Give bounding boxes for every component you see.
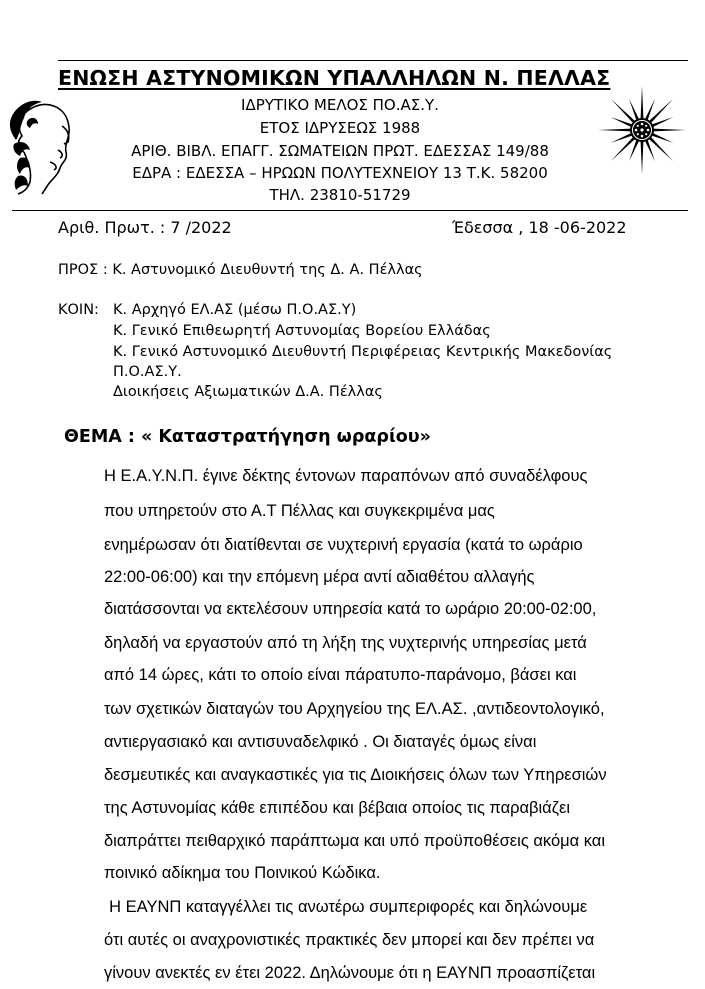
body-line: αντιεργασιακό και αντισυναδελφικό . Οι διαταγές όμως είναι xyxy=(104,733,537,751)
body-line: δηλαδή να εργαστούν από τη λήξη της νυχτερινής υπηρεσίας μετά xyxy=(104,634,587,652)
header-line-founding-member: ΙΔΡΥΤΙΚΟ ΜΕΛΟΣ ΠΟ.ΑΣ.Υ. xyxy=(241,96,439,114)
header-bottom-rule xyxy=(12,210,688,211)
sun-ray xyxy=(649,99,673,123)
body-line: 22:00-06:00) και την επόμενη μέρα αντί αδιαθέτου αλλαγής xyxy=(104,568,535,586)
body-line: των σχετικών διαταγών του Αρχηγείου της ΕΛ.ΑΣ. ,αντιδεοντολογικό, xyxy=(104,700,605,718)
sun-ray xyxy=(641,141,644,174)
header-line-phone: ΤΗΛ. 23810-51729 xyxy=(269,186,411,204)
sun-ray xyxy=(641,86,644,119)
cc-recipient: Κ. Γενικό Επιθεωρητή Αστυνομίας Βορείου Ελλάδας xyxy=(113,323,491,339)
body-line: Η Ε.Α.Υ.Ν.Π. έγινε δέκτης έντονων παραπόνων από συναδέλφους xyxy=(104,467,588,485)
sun-ray xyxy=(598,129,631,132)
subject-heading: ΘΕΜΑ : « Καταστρατήγηση ωραρίου» xyxy=(64,427,431,447)
body-line: Η ΕΑΥΝΠ καταγγέλλει τις ανωτέρω συμπεριφορές και δηλώνουμε xyxy=(100,898,588,916)
body-line: ότι αυτές οι αναχρονιστικές πρακτικές δεν μπορεί και δεν πρέπει να xyxy=(104,931,595,949)
body-line: που υπηρετούν στο Α.Τ Πέλλας και συγκεκριμένα μας xyxy=(104,502,495,520)
header-line-registry: ΑΡΙΘ. ΒΙΒΛ. ΕΠΑΓΓ. ΣΩΜΑΤΕΙΩΝ ΠΡΩΤ. ΕΔΕΣΣΑΣ 149/88 xyxy=(131,142,549,160)
sun-ray xyxy=(649,137,673,161)
cc-recipient: Κ. Γενικό Αστυνομικό Διευθυντή Περιφέρειας Κεντρικής Μακεδονίας xyxy=(113,344,613,360)
body-line: διαπράττει πειθαρχικό παράπτωμα και υπό προϋποθέσεις ακόμα και xyxy=(104,832,606,850)
body-line: της Αστυνομίας κάθε επιπέδου και βέβαια οποίος τις παραβιάζει xyxy=(104,799,571,817)
body-line: ενημέρωσαν ότι διατίθενται σε νυχτερινή εργασία (κατά το ωράριο xyxy=(104,536,583,554)
cc-recipient: Π.Ο.ΑΣ.Υ. xyxy=(113,364,182,380)
body-line: γίνουν ανεκτές εν έτει 2022. Δηλώνουμε ότι η ΕΑΥΝΠ προασπίζεται xyxy=(104,964,596,982)
body-line: ποινικό αδίκημα του Ποινικού Κώδικα. xyxy=(104,864,381,882)
header-line-address: ΕΔΡΑ : ΕΔΕΣΣΑ – ΗΡΩΩΝ ΠΟΛΥΤΕΧΝΕΙΟΥ 13 Τ.Κ. 58200 xyxy=(132,164,548,182)
athena-head-logo xyxy=(2,96,80,196)
vergina-sun-emblem xyxy=(596,84,688,176)
sun-ray xyxy=(653,129,686,132)
cc-label: ΚΟΙΝ: xyxy=(58,302,99,318)
organization-title: ΕΝΩΣΗ ΑΣΤΥΝΟΜΙΚΩΝ ΥΠΑΛΛΗΛΩΝ Ν. ΠΕΛΛΑΣ xyxy=(58,66,611,90)
header-line-founding-year: ΕΤΟΣ ΙΔΡΥΣΕΩΣ 1988 xyxy=(259,119,421,137)
sun-ray xyxy=(611,99,635,123)
cc-recipient: Κ. Αρχηγό ΕΛ.ΑΣ (μέσω Π.Ο.ΑΣ.Υ) xyxy=(113,302,357,318)
cc-recipient: Διοικήσεις Αξιωματικών Δ.Α. Πέλλας xyxy=(113,384,383,400)
document-date: Έδεσσα , 18 -06-2022 xyxy=(452,218,627,237)
header-top-rule xyxy=(58,60,688,61)
recipient-to: ΠΡΟΣ : Κ. Αστυνομικό Διευθυντή της Δ. Α. Πέλλας xyxy=(58,262,423,278)
protocol-number: Αριθ. Πρωτ. : 7 /2022 xyxy=(58,218,232,237)
body-line: διατάσσονται να εκτελέσουν υπηρεσία κατά το ωράριο 20:00-02:00, xyxy=(104,600,597,618)
body-line: από 14 ώρες, κάτι το οποίο είναι πάρατυπο-παράνομο, βάσει και xyxy=(104,666,577,684)
body-line: δεσμευτικές και αναγκαστικές για τις Διοικήσεις όλων των Υπηρεσιών xyxy=(104,766,607,784)
sun-ray xyxy=(611,137,635,161)
